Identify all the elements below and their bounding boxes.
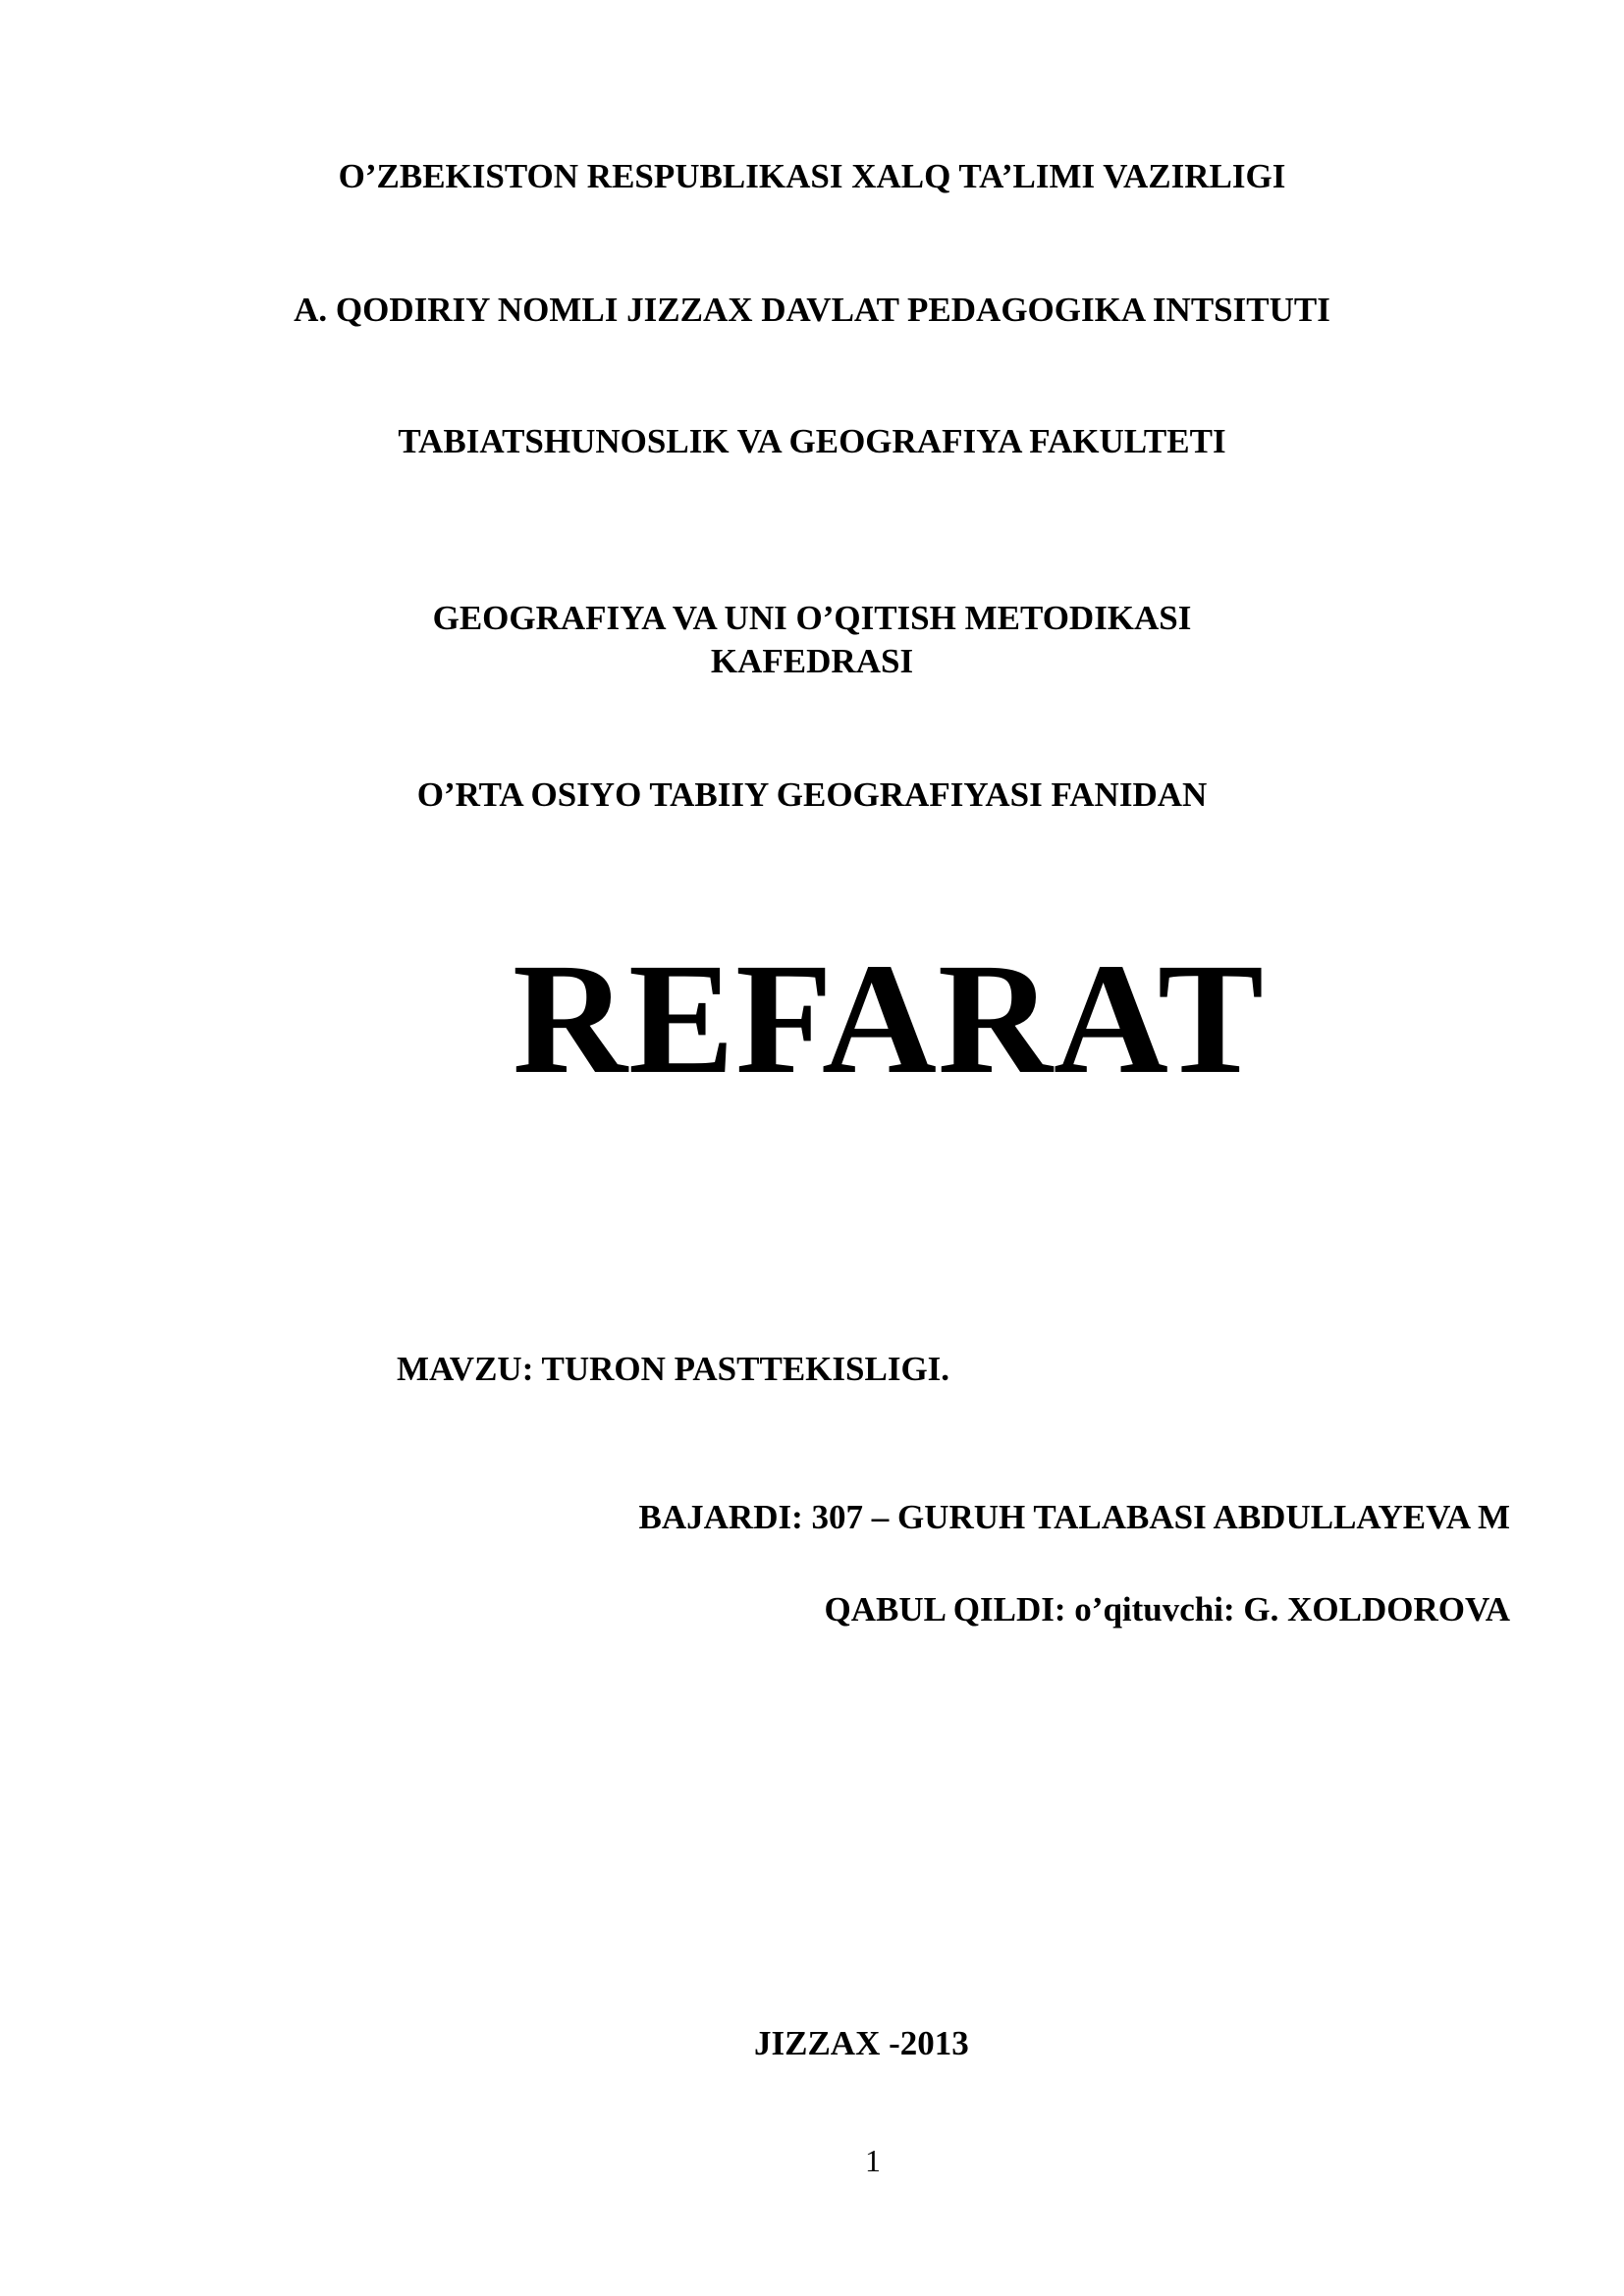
author-line: BAJARDI: 307 – GURUH TALABASI ABDULLAYEVA M xyxy=(638,1498,1510,1536)
reviewer-line: QABUL QILDI: o’qituvchi: G. XOLDOROVA xyxy=(824,1590,1510,1629)
institute-heading: A. QODIRIY NOMLI JIZZAX DAVLAT PEDAGOGIKA INTSITUTI xyxy=(294,291,1330,329)
department-heading-line1: GEOGRAFIYA VA UNI O’QITISH METODIKASI xyxy=(432,599,1192,637)
department-heading-line2: KAFEDRASI xyxy=(710,642,914,680)
topic-line: MAVZU: TURON PASTTEKISLIGI. xyxy=(397,1350,950,1388)
faculty-heading: TABIATSHUNOSLIK VA GEOGRAFIYA FAKULTETI xyxy=(398,422,1226,460)
ministry-heading: O’ZBEKISTON RESPUBLIKASI XALQ TA’LIMI VAZIRLIGI xyxy=(338,157,1286,195)
place-year: JIZZAX -2013 xyxy=(754,2024,969,2062)
page-number: 1 xyxy=(865,2143,881,2178)
subject-heading: O’RTA OSIYO TABIIY GEOGRAFIYASI FANIDAN xyxy=(416,775,1208,814)
document-title: REFARAT xyxy=(513,932,1265,1107)
